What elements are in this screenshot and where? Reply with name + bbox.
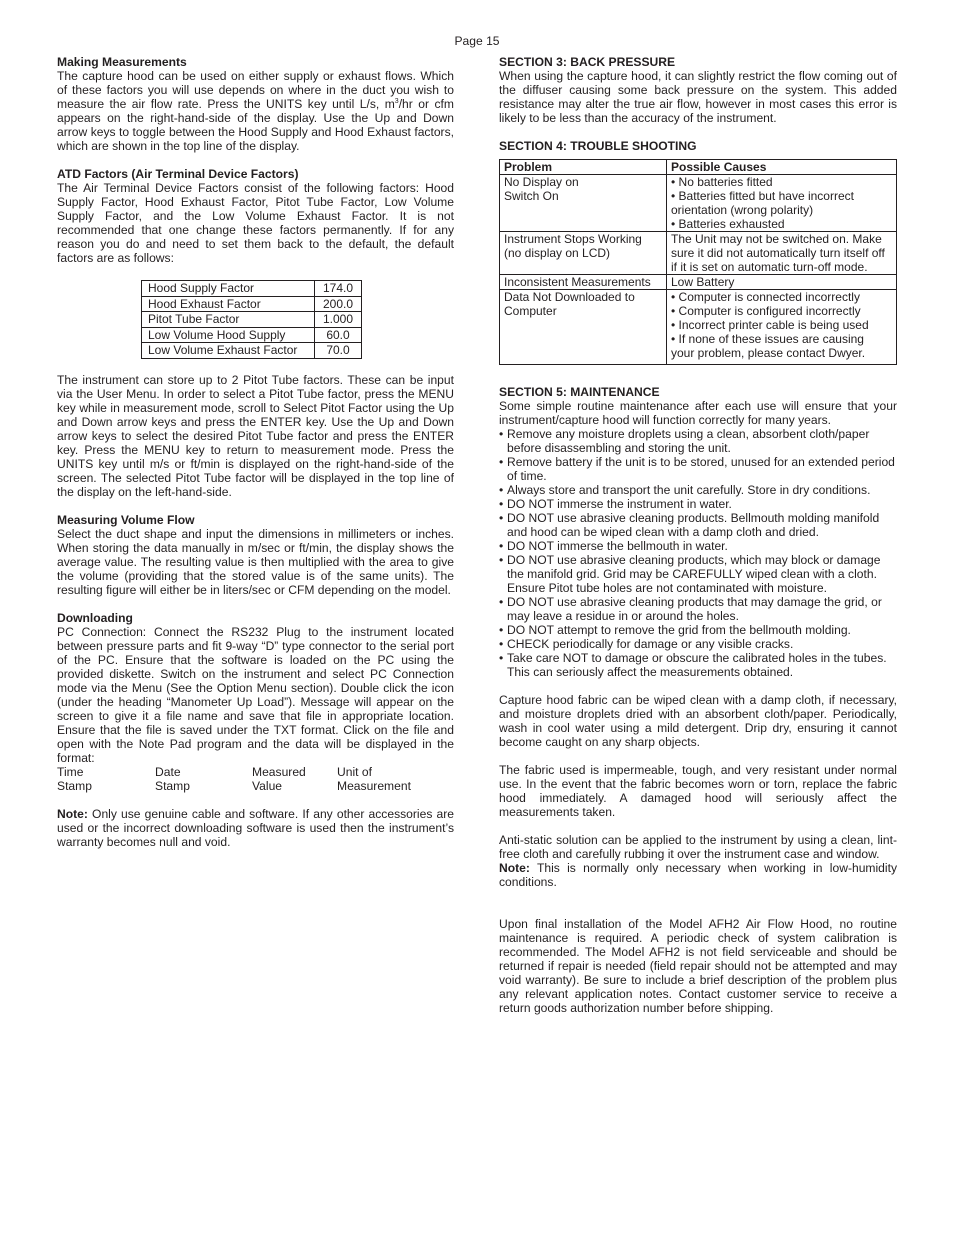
trouble-shooting-table: [499, 159, 897, 365]
causes-cell: [667, 275, 897, 290]
trouble-row: [500, 175, 897, 232]
format-cell: Time: [57, 764, 84, 779]
problem-line: Data Not Downloaded to: [504, 290, 635, 304]
problem-line: Inconsistent Measurements: [504, 275, 651, 289]
superscript-3: 3: [394, 98, 399, 105]
maintenance-bullet: • DO NOT immerse the instrument in water.: [499, 497, 897, 511]
cause-line: orientation (wrong polarity): [671, 203, 814, 217]
measuring-volume-body: Select the duct shape and input the dimensions in millimeters or inches. When storing the data manually in m/sec or ft/min, the display shows the average value. The resulting value is then multiplied with the area to give the volume (providing that the stored value is of the same units). The resulting figure will either be in liters/sec or CFM depending on the model.: [57, 526, 454, 597]
cause-line: Low Battery: [671, 275, 735, 289]
note-body: Only use genuine cable and software. If any other accessories are used or the incorrect downloading software is used then the instrument’s warranty becomes null and void.: [57, 806, 454, 849]
back-pressure-body: When using the capture hood, it can slightly restrict the flow coming out of the diffuser causing some back pressure on the system. This added resistance may alter the true air flow, however in most cases this error is likely to be less than the accuracy of the instrument.: [499, 69, 897, 125]
trouble-shooting-heading: SECTION 4: TROUBLE SHOOTING: [499, 139, 697, 153]
problem-cell: [500, 232, 667, 275]
format-cell: Date: [155, 764, 181, 779]
maintenance-bullet: • Remove any moisture droplets using a clean, absorbent cloth/paper before disassembling and storing the unit.: [499, 427, 897, 455]
maintenance-bullet: • DO NOT use abrasive cleaning products. Bellmouth molding manifold and hood can be wiped clean with a damp cloth and dried.: [499, 511, 897, 539]
problem-cell: [500, 290, 667, 365]
format-cell: Value: [252, 778, 283, 793]
making-body-part1: The capture hood can be used on either supply or exhaust flows. Which of these factors you will use depends on where in the duct you wish to measure the air flow rate. Press the UNITS key until L/s, m: [57, 69, 454, 111]
factor-value: 174.0: [315, 281, 362, 297]
making-measurements-body: [57, 69, 454, 153]
causes-cell: [667, 175, 897, 232]
factor-value: 70.0: [315, 343, 362, 359]
maintenance-bullet: • Always store and transport the unit carefully. Store in dry conditions.: [499, 483, 897, 497]
note-paragraph: [57, 807, 454, 849]
problem-cell: [500, 175, 667, 232]
right-column: [499, 55, 897, 1015]
problem-cell: [500, 275, 667, 290]
factor-row: [142, 343, 362, 359]
problem-line: Switch On: [504, 189, 559, 203]
maintenance-bullet: • DO NOT attempt to remove the grid from the bellmouth molding.: [499, 623, 897, 637]
trouble-table-header: [500, 160, 897, 175]
cause-line: • If none of these issues are causing: [671, 332, 864, 346]
format-cell: Unit of: [337, 764, 372, 779]
format-cell: Stamp: [57, 778, 92, 793]
cause-line: The Unit may not be switched on. Make: [671, 232, 882, 246]
factor-value: 60.0: [315, 327, 362, 343]
factor-value: 200.0: [315, 296, 362, 312]
atd-factors-heading: ATD Factors (Air Terminal Device Factors): [57, 167, 299, 181]
cause-line: • Computer is configured incorrectly: [671, 304, 861, 318]
making-body-part2: /hr or cfm appears on the right-hand-side of the display. Use the Up and Down arrow keys to toggle between the Hood Supply and Hood Exhaust factors, which are shown in the top line of the display.: [57, 97, 454, 153]
cause-line: • Batteries exhausted: [671, 217, 785, 231]
maintenance-bullet: • Take care NOT to damage or obscure the calibrated holes in the tubes. This can seriously affect the measurements obtained.: [499, 651, 897, 679]
final-installation-paragraph: Upon final installation of the Model AFH2 Air Flow Hood, no routine maintenance is required. A periodic check of system calibration is recommended. The Model AFH2 is not field serviceable and should be returned if repair is needed (field repair should not be attempted and may void warranty). Be sure to include a brief description of the problem plus any relevant application notes. Contact customer service to receive a return goods authorization number before shipping.: [499, 917, 897, 1015]
cause-line: sure it did not automatically turn itself off: [671, 246, 885, 260]
format-row-2: [57, 779, 454, 793]
factor-name: Pitot Tube Factor: [142, 312, 315, 328]
antistatic-paragraph: [499, 833, 897, 889]
problem-line: No Display on: [504, 175, 579, 189]
causes-cell: [667, 232, 897, 275]
maintenance-heading: SECTION 5: MAINTENANCE: [499, 385, 660, 399]
problem-line: (no display on LCD): [504, 246, 611, 260]
trouble-row: [500, 232, 897, 275]
cause-line: • Batteries fitted but have incorrect: [671, 189, 854, 203]
format-cell: Measured: [252, 764, 306, 779]
factor-row: [142, 281, 362, 297]
maintenance-bullet: • CHECK periodically for damage or any visible cracks.: [499, 637, 897, 651]
factor-row: [142, 312, 362, 328]
fabric-durability-paragraph: The fabric used is impermeable, tough, and very resistant under normal use. In the event that the fabric becomes worn or torn, replace the fabric hood immediately. A damaged hood will seriously affect the measurements taken.: [499, 763, 897, 819]
measuring-volume-heading: Measuring Volume Flow: [57, 512, 195, 527]
maintenance-bullet: • DO NOT use abrasive cleaning products, which may block or damage the manifold grid. Grid may be CAREFULLY wiped clean with a cloth. Ensure Pitot tube holes are not contaminated with moisture.: [499, 553, 897, 595]
causes-cell: [667, 290, 897, 365]
format-cell: Measurement: [337, 778, 411, 793]
problem-line: Computer: [504, 304, 557, 318]
left-column: [57, 55, 454, 849]
maintenance-bullet: • DO NOT immerse the bellmouth in water.: [499, 539, 897, 553]
factor-name: Low Volume Exhaust Factor: [142, 343, 315, 359]
factor-row: [142, 296, 362, 312]
pitot-tube-paragraph: The instrument can store up to 2 Pitot Tube factors. These can be input via the User Menu. In order to select a Pitot Tube factor, press the MENU key while in measurement mode, scroll to Select Pitot Factor using the Up and Down arrow keys and press the ENTER key. Use the Up and Down arrow keys to select the desired Pitot Tube factor and press the ENTER key. Press the MENU key to return to measurement mode. Press the UNITS key until m/s or ft/min is displayed on the right-hand-side of the screen. The selected Pitot Tube factor will be displayed in the top line of the display on the left-hand-side.: [57, 372, 454, 499]
trouble-row: [500, 275, 897, 290]
back-pressure-heading: SECTION 3: BACK PRESSURE: [499, 55, 676, 69]
downloading-heading: Downloading: [57, 610, 133, 625]
cause-line: if it is set on automatic turn-off mode.: [671, 260, 868, 274]
maintenance-bullet: • DO NOT use abrasive cleaning products that may damage the grid, or may leave a residue in or around the holes.: [499, 595, 897, 623]
causes-column-header: Possible Causes: [667, 160, 897, 175]
antistatic-body: Anti-static solution can be applied to the instrument by using a clean, lint-free cloth and carefully rubbing it over the instrument case and window.: [499, 833, 897, 861]
downloading-body: PC Connection: Connect the RS232 Plug to the instrument located between pressure parts and fit 9-way “D” type connector to the serial port of the PC. Ensure that the software is loaded on the PC using the provided diskette. Switch on the instrument and select PC Connection mode via the Menu (See the Option Menu section). Double click the icon (under the heading “Manometer Up Load”). Message will appear on the screen to give it a file name and save that file in appropriate location. Ensure that the file is saved under the TXT format. Click on the file and open with the Note Pad program and the data will be displayed in the format:: [57, 624, 454, 765]
making-measurements-heading: Making Measurements: [57, 55, 187, 69]
cause-line: your problem, please contact Dwyer.: [671, 346, 866, 360]
cause-line: • Incorrect printer cable is being used: [671, 318, 869, 332]
format-cell: Stamp: [155, 778, 190, 793]
antistatic-note-body: This is normally only necessary when working in low-humidity conditions.: [499, 861, 897, 889]
note-label: Note:: [57, 806, 88, 821]
maintenance-intro: Some simple routine maintenance after each use will ensure that your instrument/capture hood will function correctly for many years.: [499, 399, 897, 427]
problem-column-header: Problem: [500, 160, 667, 175]
page-number: Page 15: [454, 34, 500, 48]
atd-factors-body: The Air Terminal Device Factors consist of the following factors: Hood Supply Factor, Hood Exhaust Factor, Pitot Tube Factor, Low Volume Supply Factor, and the Low Volume Exhaust Factor. It is not recommended that one change these factors permanently. If for any reason you do and need to set them back to the default, the default factors are as follows:: [57, 181, 454, 265]
problem-line: Instrument Stops Working: [504, 232, 642, 246]
factor-row: [142, 327, 362, 343]
default-factors-table: [141, 280, 362, 359]
factor-name: Hood Supply Factor: [142, 281, 315, 297]
maintenance-list: [499, 427, 897, 679]
antistatic-note-label: Note:: [499, 861, 530, 875]
trouble-row: [500, 290, 897, 365]
fabric-clean-paragraph: Capture hood fabric can be wiped clean with a damp cloth, if necessary, and moisture droplets dried with an absorbent cloth/paper. Periodically, wash in cool water using a mild detergent. Drip dry, ensuring it cannot become caught on any sharp objects.: [499, 693, 897, 749]
format-row-1: [57, 765, 454, 779]
cause-line: • Computer is connected incorrectly: [671, 290, 860, 304]
cause-line: • No batteries fitted: [671, 175, 773, 189]
maintenance-bullet: • Remove battery if the unit is to be stored, unused for an extended period of time.: [499, 455, 897, 483]
factor-name: Hood Exhaust Factor: [142, 296, 315, 312]
factor-value: 1.000: [315, 312, 362, 328]
factor-name: Low Volume Hood Supply: [142, 327, 315, 343]
